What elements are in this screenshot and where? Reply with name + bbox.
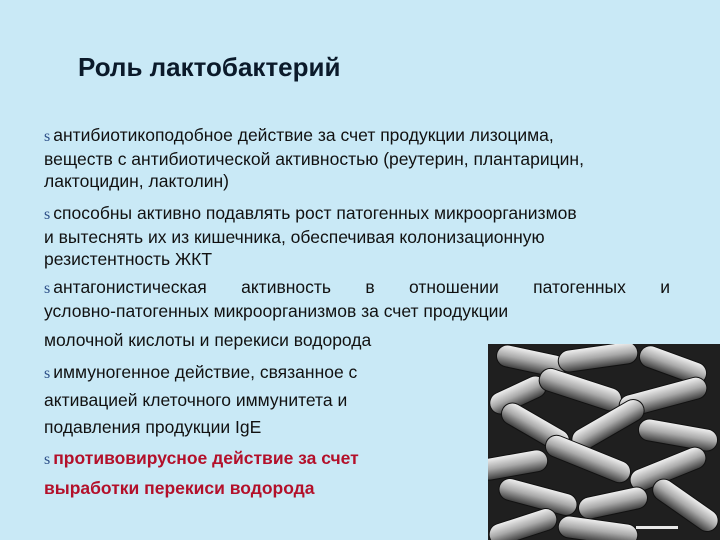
bullet-marker: s <box>44 128 51 145</box>
bullet-1-line-3: лактоцидин, лактолин) <box>44 171 229 191</box>
slide-title: Роль лактобактерий <box>78 52 341 82</box>
bullet-2-line-2: и вытеснять их из кишечника, обеспечивая колонизационную <box>44 227 545 247</box>
bullet-3-cont <box>44 329 371 351</box>
bacteria-micrograph-image <box>488 344 720 540</box>
bullet-3-line-1: антагонистическая активность в отношении патогенных и <box>53 277 670 297</box>
bullet-3-line-2: условно-патогенных микроорганизмов за счет продукции <box>44 301 509 321</box>
bullet-marker: s <box>44 280 51 297</box>
bullet-5-line-2: выработки перекиси водорода <box>44 478 315 498</box>
bullet-2-line-3: резистентность ЖКТ <box>44 249 213 269</box>
bullet-marker: s <box>44 206 51 223</box>
bullet-3 <box>44 276 670 322</box>
bullet-marker: s <box>44 365 51 382</box>
bullet-5-line-1: противовирусное действие за счет <box>53 448 359 468</box>
bullet-2-line-1: способны активно подавлять рост патогенных микроорганизмов <box>53 203 577 223</box>
bullet-5 <box>44 444 359 502</box>
bullet-4 <box>44 359 357 441</box>
bullet-1-line-1: антибиотикоподобное действие за счет продукции лизоцима, <box>53 125 554 145</box>
bullet-4-line-2: активацией клеточного иммунитета и <box>44 390 348 410</box>
bullet-4-line-1: иммуногенное действие, связанное с <box>53 362 358 382</box>
bullet-1-line-2: веществ с антибиотической активностью (реутерин, плантарицин, <box>44 149 584 169</box>
bullet-2 <box>44 202 577 270</box>
bullet-marker: s <box>44 451 51 468</box>
bullet-1 <box>44 124 584 192</box>
bullet-3-line-1-wrap <box>44 276 670 300</box>
scale-bar <box>636 526 678 529</box>
bullet-4-line-3: подавления продукции IgE <box>44 417 262 437</box>
bullet-3-line-3: молочной кислоты и перекиси водорода <box>44 330 372 350</box>
